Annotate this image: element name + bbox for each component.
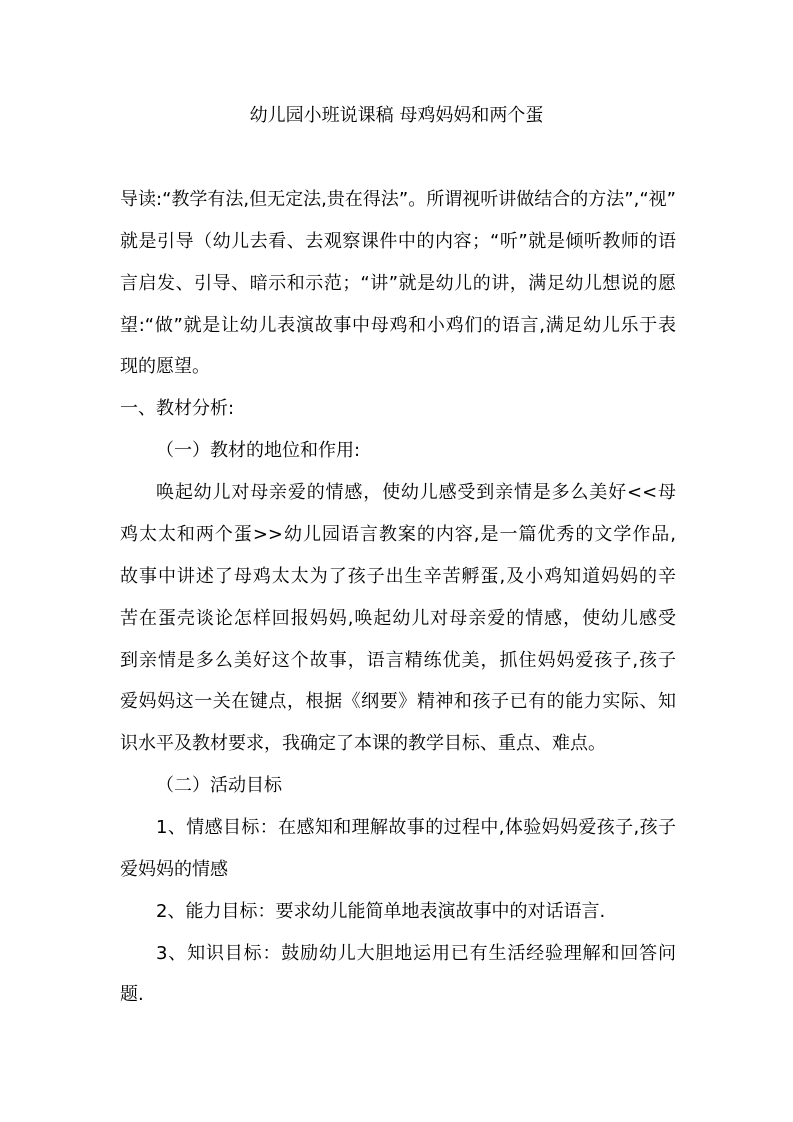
paragraph-line: 爱妈妈这一关在键点，根据《纲要》精神和孩子已有的能力实际、知 (120, 691, 676, 712)
paragraph-line: 唤起幼儿对母亲爱的情感，使幼儿感受到亲情是多么美好<<母 (156, 482, 676, 503)
list-item-line: 2、能力目标：要求幼儿能简单地表演故事中的对话语言. (156, 901, 606, 922)
subsection-heading: （一）教材的地位和作用: (156, 440, 361, 461)
paragraph-line: 就是引导（幼儿去看、去观察课件中的内容；“听”就是倾听教师的语 (120, 231, 676, 252)
paragraph-line: 望:“做”就是让幼儿表演故事中母鸡和小鸡们的语言,满足幼儿乐于表 (120, 315, 676, 336)
paragraph-line: 鸡太太和两个蛋>>幼儿园语言教案的内容,是一篇优秀的文学作品, (120, 524, 676, 545)
list-item-line: 1、情感目标：在感知和理解故事的过程中,体验妈妈爱孩子,孩子 (156, 817, 676, 838)
paragraph-line: 苦在蛋壳谈论怎样回报妈妈,唤起幼儿对母亲爱的情感，使幼儿感受 (120, 608, 676, 629)
paragraph-line: 言启发、引导、暗示和示范；“讲”就是幼儿的讲，满足幼儿想说的愿 (120, 273, 676, 294)
paragraph-line: 故事中讲述了母鸡太太为了孩子出生辛苦孵蛋,及小鸡知道妈妈的辛 (120, 566, 676, 587)
paragraph-line: 现的愿望。 (120, 356, 210, 377)
section-heading: 一、教材分析: (120, 398, 235, 419)
subsection-heading: （二）活动目标 (156, 775, 282, 796)
list-item-line: 爱妈妈的情感 (120, 859, 228, 880)
paragraph-line: 到亲情是多么美好这个故事，语言精练优美，抓住妈妈爱孩子,孩子 (120, 650, 676, 671)
document-title: 幼儿园小班说课稿 母鸡妈妈和两个蛋 (249, 105, 544, 126)
list-item-line: 题. (120, 984, 144, 1005)
paragraph-line: 导读:“教学有法,但无定法,贵在得法”。所谓视听讲做结合的方法”,“视” (120, 189, 676, 210)
list-item-line: 3、知识目标：鼓励幼儿大胆地运用已有生活经验理解和回答问 (156, 943, 676, 964)
paragraph-line: 识水平及教材要求，我确定了本课的教学目标、重点、难点。 (120, 733, 606, 754)
